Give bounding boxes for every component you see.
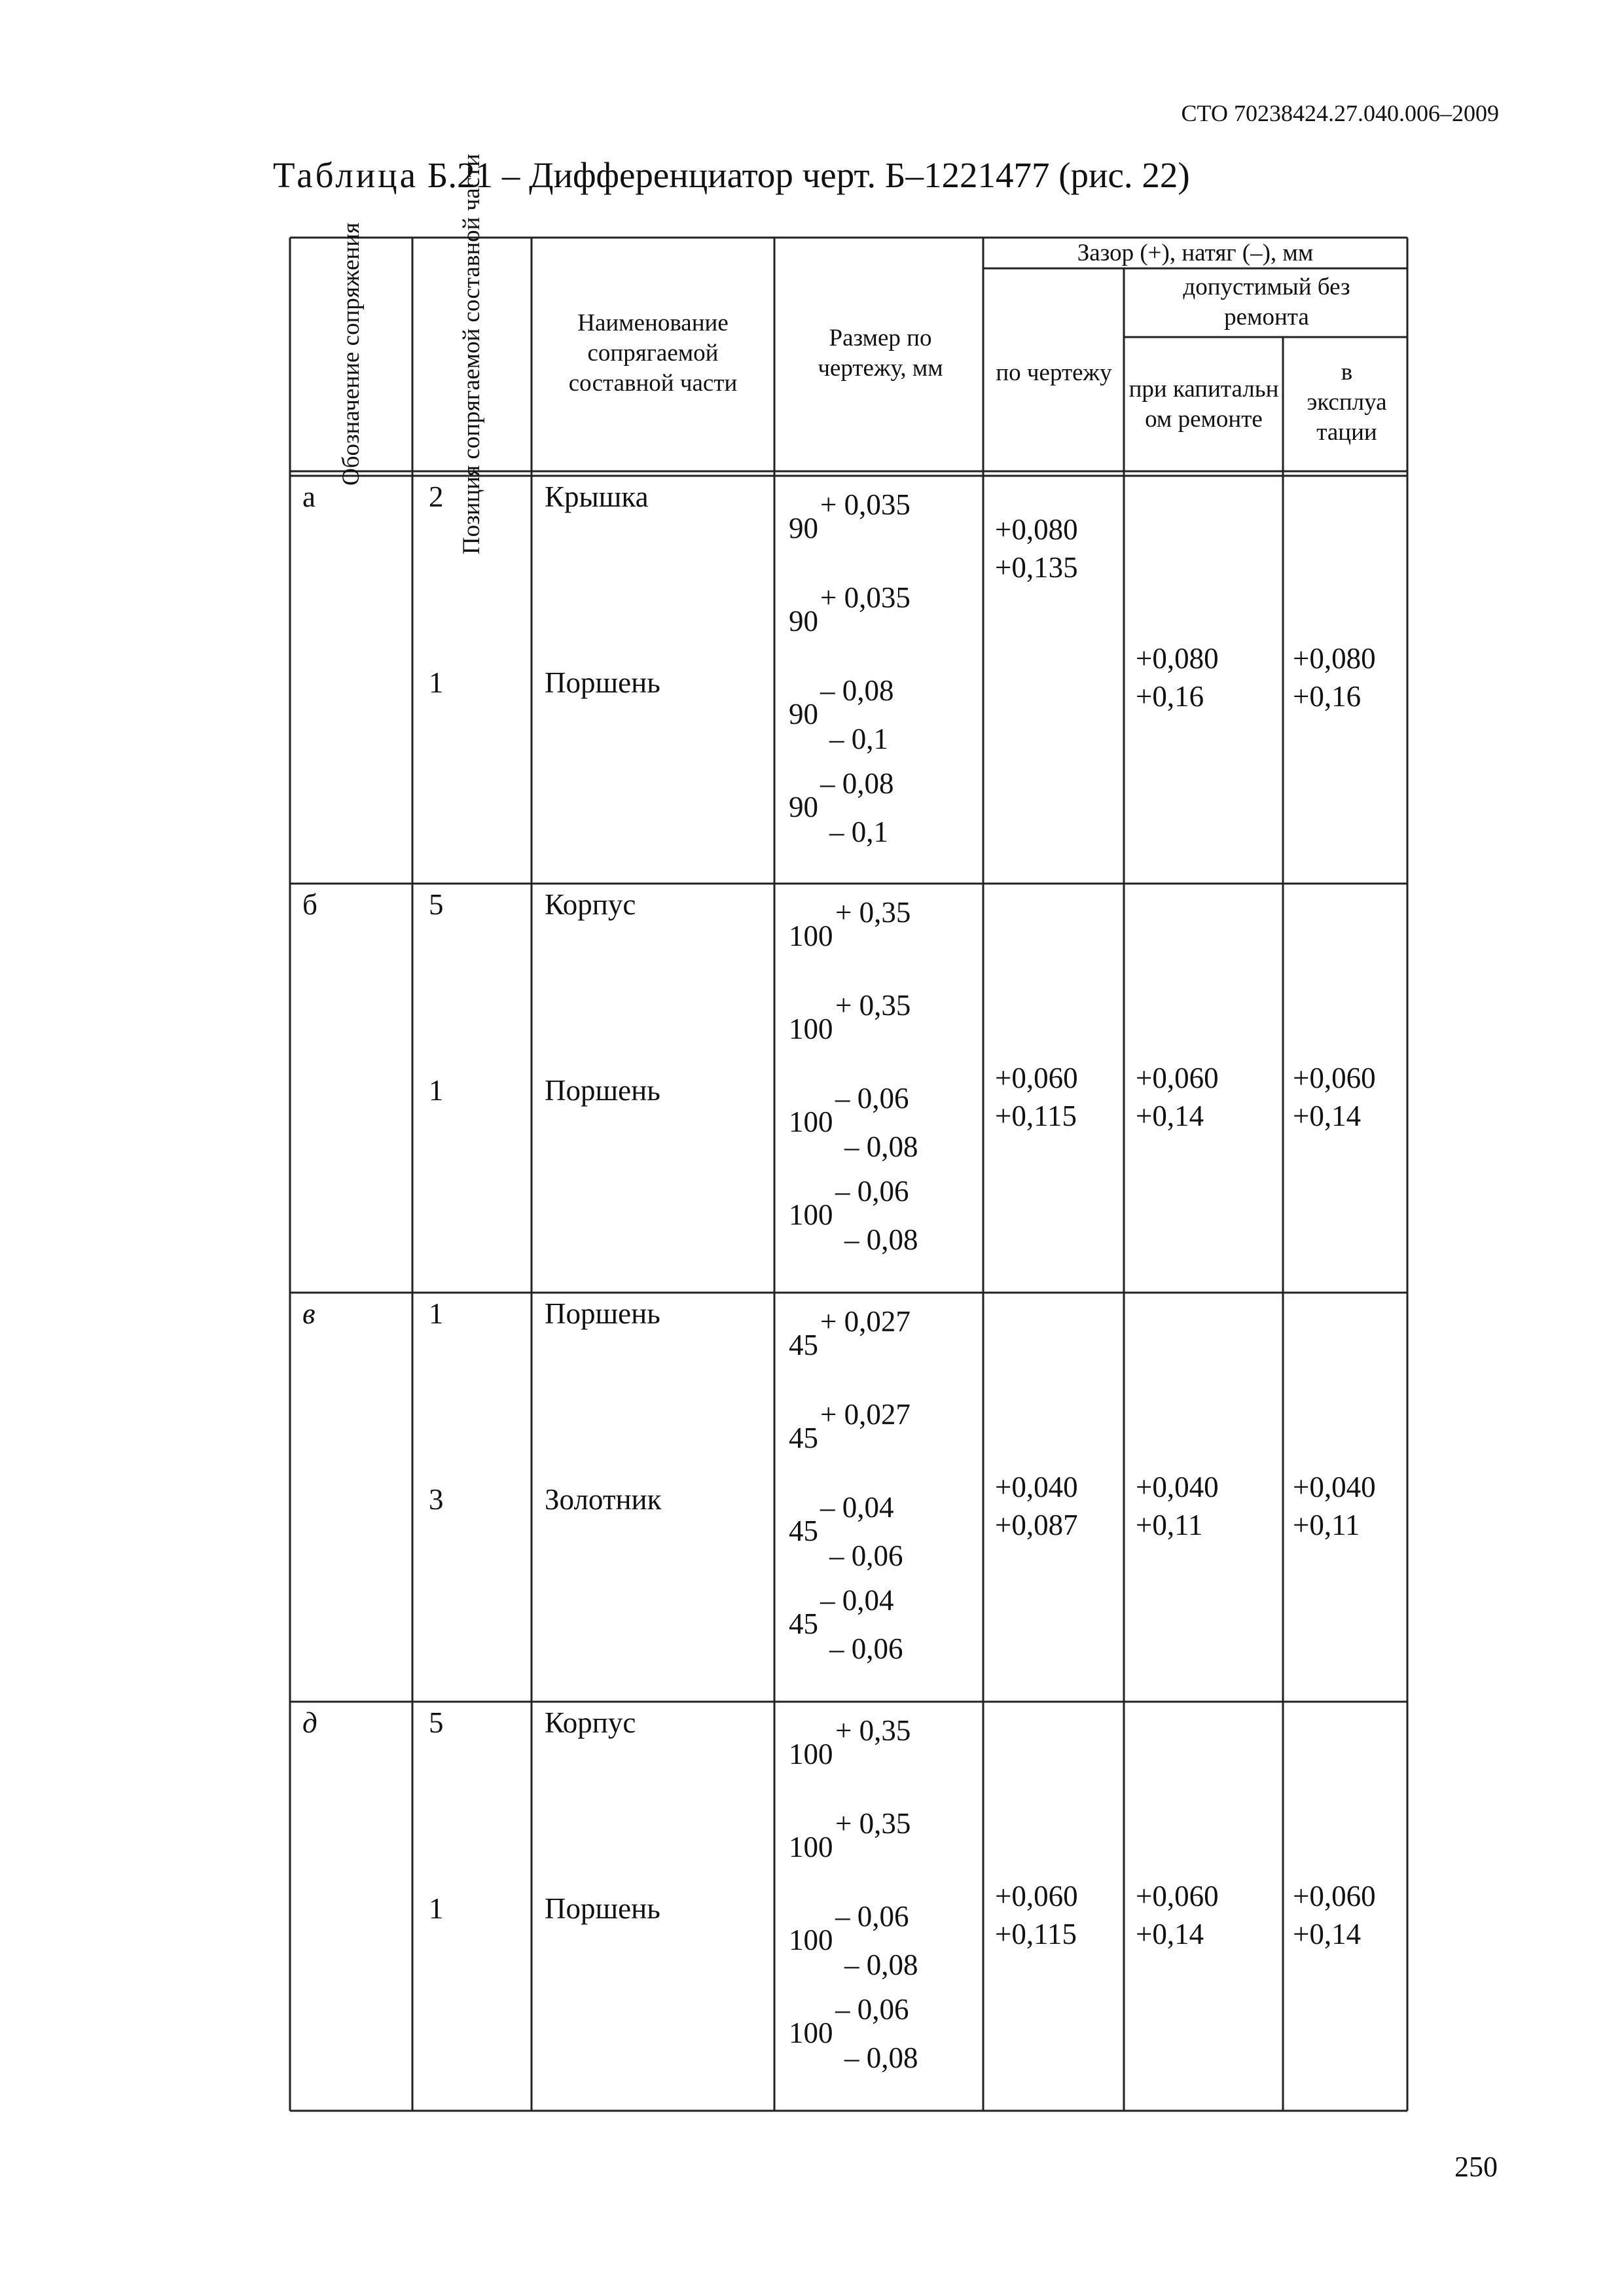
header-size: Размер по чертежу, мм xyxy=(818,325,943,382)
table-title-text: Б.21 – Дифференциатор черт. Б–1221477 (рис. 22) xyxy=(418,155,1190,195)
header-gap: Зазор (+), натяг (–), мм xyxy=(1077,239,1314,266)
size-upper-deviation: – 0,06 xyxy=(835,1900,909,1933)
document-code: СТО 70238424.27.040.006–2009 xyxy=(1181,100,1499,126)
part-name-cell: Поршень xyxy=(545,1297,660,1330)
part-name-cell: Крышка xyxy=(545,480,649,513)
part-name-cell: Корпус xyxy=(545,1706,636,1739)
part-name-cell: Корпус xyxy=(545,888,636,921)
position-cell: 1 xyxy=(429,1297,444,1330)
size-upper-deviation: + 0,035 xyxy=(820,488,911,521)
size-upper-deviation: + 0,35 xyxy=(835,1714,911,1747)
size-upper-deviation: – 0,06 xyxy=(835,1082,909,1115)
size-lower-deviation: – 0,08 xyxy=(844,1948,918,1981)
gap-by-drawing: +0,060 xyxy=(995,1880,1078,1912)
size-nominal: 100 xyxy=(789,1013,833,1045)
header-designation: Обозначение сопряжения xyxy=(338,222,365,486)
size-nominal: 100 xyxy=(789,1738,833,1770)
size-nominal: 100 xyxy=(789,920,833,952)
gap-capital-repair: +0,040 xyxy=(1136,1471,1219,1503)
gap-capital-repair: +0,11 xyxy=(1136,1509,1203,1541)
size-nominal: 90 xyxy=(789,605,818,637)
size-upper-deviation: – 0,04 xyxy=(820,1584,894,1617)
size-upper-deviation: – 0,08 xyxy=(820,674,894,707)
size-nominal: 90 xyxy=(789,791,818,823)
size-upper-deviation: – 0,04 xyxy=(820,1491,894,1524)
header-in-operation: в эксплуа тации xyxy=(1307,359,1387,446)
size-dimension xyxy=(789,1583,972,1665)
size-dimension xyxy=(789,1490,972,1572)
gap-by-drawing: +0,115 xyxy=(995,1100,1077,1132)
size-upper-deviation: – 0,08 xyxy=(820,767,894,800)
size-nominal: 100 xyxy=(789,1198,833,1231)
gap-in-operation: +0,14 xyxy=(1293,1918,1362,1950)
gap-in-operation: +0,11 xyxy=(1293,1509,1360,1541)
part-name-cell: Поршень xyxy=(545,1074,660,1107)
gap-in-operation: +0,16 xyxy=(1293,680,1362,713)
size-nominal: 45 xyxy=(789,1607,818,1640)
header-capital-repair: при капитальн ом ремонте xyxy=(1128,376,1279,433)
size-upper-deviation: + 0,35 xyxy=(835,896,911,929)
size-dimension xyxy=(789,1992,972,2074)
gap-by-drawing: +0,087 xyxy=(995,1509,1078,1541)
size-lower-deviation: – 0,08 xyxy=(844,2041,918,2074)
size-dimension xyxy=(789,581,972,653)
gap-by-drawing: +0,135 xyxy=(995,551,1078,584)
gap-in-operation: +0,040 xyxy=(1293,1471,1376,1503)
position-cell: 1 xyxy=(429,666,444,699)
size-dimension xyxy=(789,1713,972,1785)
part-name-cell: Золотник xyxy=(545,1483,662,1516)
size-dimension xyxy=(789,1397,972,1469)
gap-by-drawing: +0,115 xyxy=(995,1918,1077,1950)
size-upper-deviation: + 0,035 xyxy=(820,581,911,614)
size-upper-deviation: + 0,027 xyxy=(820,1398,911,1431)
size-dimension xyxy=(789,895,972,967)
gap-by-drawing: +0,040 xyxy=(995,1471,1078,1503)
size-dimension xyxy=(789,766,972,848)
size-lower-deviation: – 0,1 xyxy=(829,816,888,848)
size-upper-deviation: + 0,35 xyxy=(835,989,911,1022)
designation-cell: а xyxy=(302,480,316,513)
position-cell: 1 xyxy=(429,1074,444,1107)
size-nominal: 45 xyxy=(789,1422,818,1454)
gap-capital-repair: +0,060 xyxy=(1136,1062,1219,1094)
size-upper-deviation: + 0,35 xyxy=(835,1807,911,1840)
size-dimension xyxy=(789,1899,972,1981)
header-position: Позиция сопрягаемой составной части xyxy=(458,153,485,555)
size-nominal: 100 xyxy=(789,1924,833,1956)
position-cell: 5 xyxy=(429,888,444,921)
size-dimension xyxy=(789,673,972,755)
gap-by-drawing: +0,080 xyxy=(995,513,1078,546)
gap-capital-repair: +0,060 xyxy=(1136,1880,1219,1912)
size-nominal: 45 xyxy=(789,1329,818,1361)
size-dimension xyxy=(789,1304,972,1376)
position-cell: 2 xyxy=(429,480,444,513)
size-dimension xyxy=(789,1174,972,1256)
size-nominal: 90 xyxy=(789,512,818,545)
designation-cell: д xyxy=(302,1706,317,1739)
position-cell: 5 xyxy=(429,1706,444,1739)
gap-capital-repair: +0,14 xyxy=(1136,1918,1204,1950)
size-nominal: 90 xyxy=(789,698,818,730)
size-dimension xyxy=(789,488,972,560)
size-lower-deviation: – 0,1 xyxy=(829,723,888,755)
size-lower-deviation: – 0,06 xyxy=(829,1539,903,1572)
size-upper-deviation: + 0,027 xyxy=(820,1305,911,1338)
size-dimension xyxy=(789,988,972,1060)
gap-by-drawing: +0,060 xyxy=(995,1062,1078,1094)
part-name-cell: Поршень xyxy=(545,666,660,699)
size-nominal: 100 xyxy=(789,2017,833,2049)
size-nominal: 45 xyxy=(789,1515,818,1547)
size-lower-deviation: – 0,08 xyxy=(844,1130,918,1163)
header-name: Наименование сопрягаемой составной части xyxy=(568,310,738,397)
size-dimension xyxy=(789,1081,972,1163)
size-dimension xyxy=(789,1806,972,1878)
size-lower-deviation: – 0,06 xyxy=(829,1632,903,1665)
part-name-cell: Поршень xyxy=(545,1892,660,1925)
gap-in-operation: +0,14 xyxy=(1293,1100,1362,1132)
header-allowable: допустимый без ремонта xyxy=(1183,274,1350,331)
page-number: 250 xyxy=(1454,2151,1498,2183)
gap-in-operation: +0,080 xyxy=(1293,642,1376,675)
gap-in-operation: +0,060 xyxy=(1293,1880,1376,1912)
size-nominal: 100 xyxy=(789,1105,833,1138)
gap-capital-repair: +0,14 xyxy=(1136,1100,1204,1132)
designation-cell: б xyxy=(302,888,317,921)
size-upper-deviation: – 0,06 xyxy=(835,1175,909,1208)
gap-capital-repair: +0,16 xyxy=(1136,680,1204,713)
position-cell: 1 xyxy=(429,1892,444,1925)
gap-in-operation: +0,060 xyxy=(1293,1062,1376,1094)
table-title xyxy=(273,154,1190,196)
gap-capital-repair: +0,080 xyxy=(1136,642,1219,675)
position-cell: 3 xyxy=(429,1483,444,1516)
table-title-prefix: Таблица xyxy=(273,155,418,195)
designation-cell: в xyxy=(302,1297,316,1330)
header-by-drawing: по чертежу xyxy=(996,359,1112,386)
size-lower-deviation: – 0,08 xyxy=(844,1223,918,1256)
size-nominal: 100 xyxy=(789,1831,833,1863)
size-upper-deviation: – 0,06 xyxy=(835,1993,909,2026)
